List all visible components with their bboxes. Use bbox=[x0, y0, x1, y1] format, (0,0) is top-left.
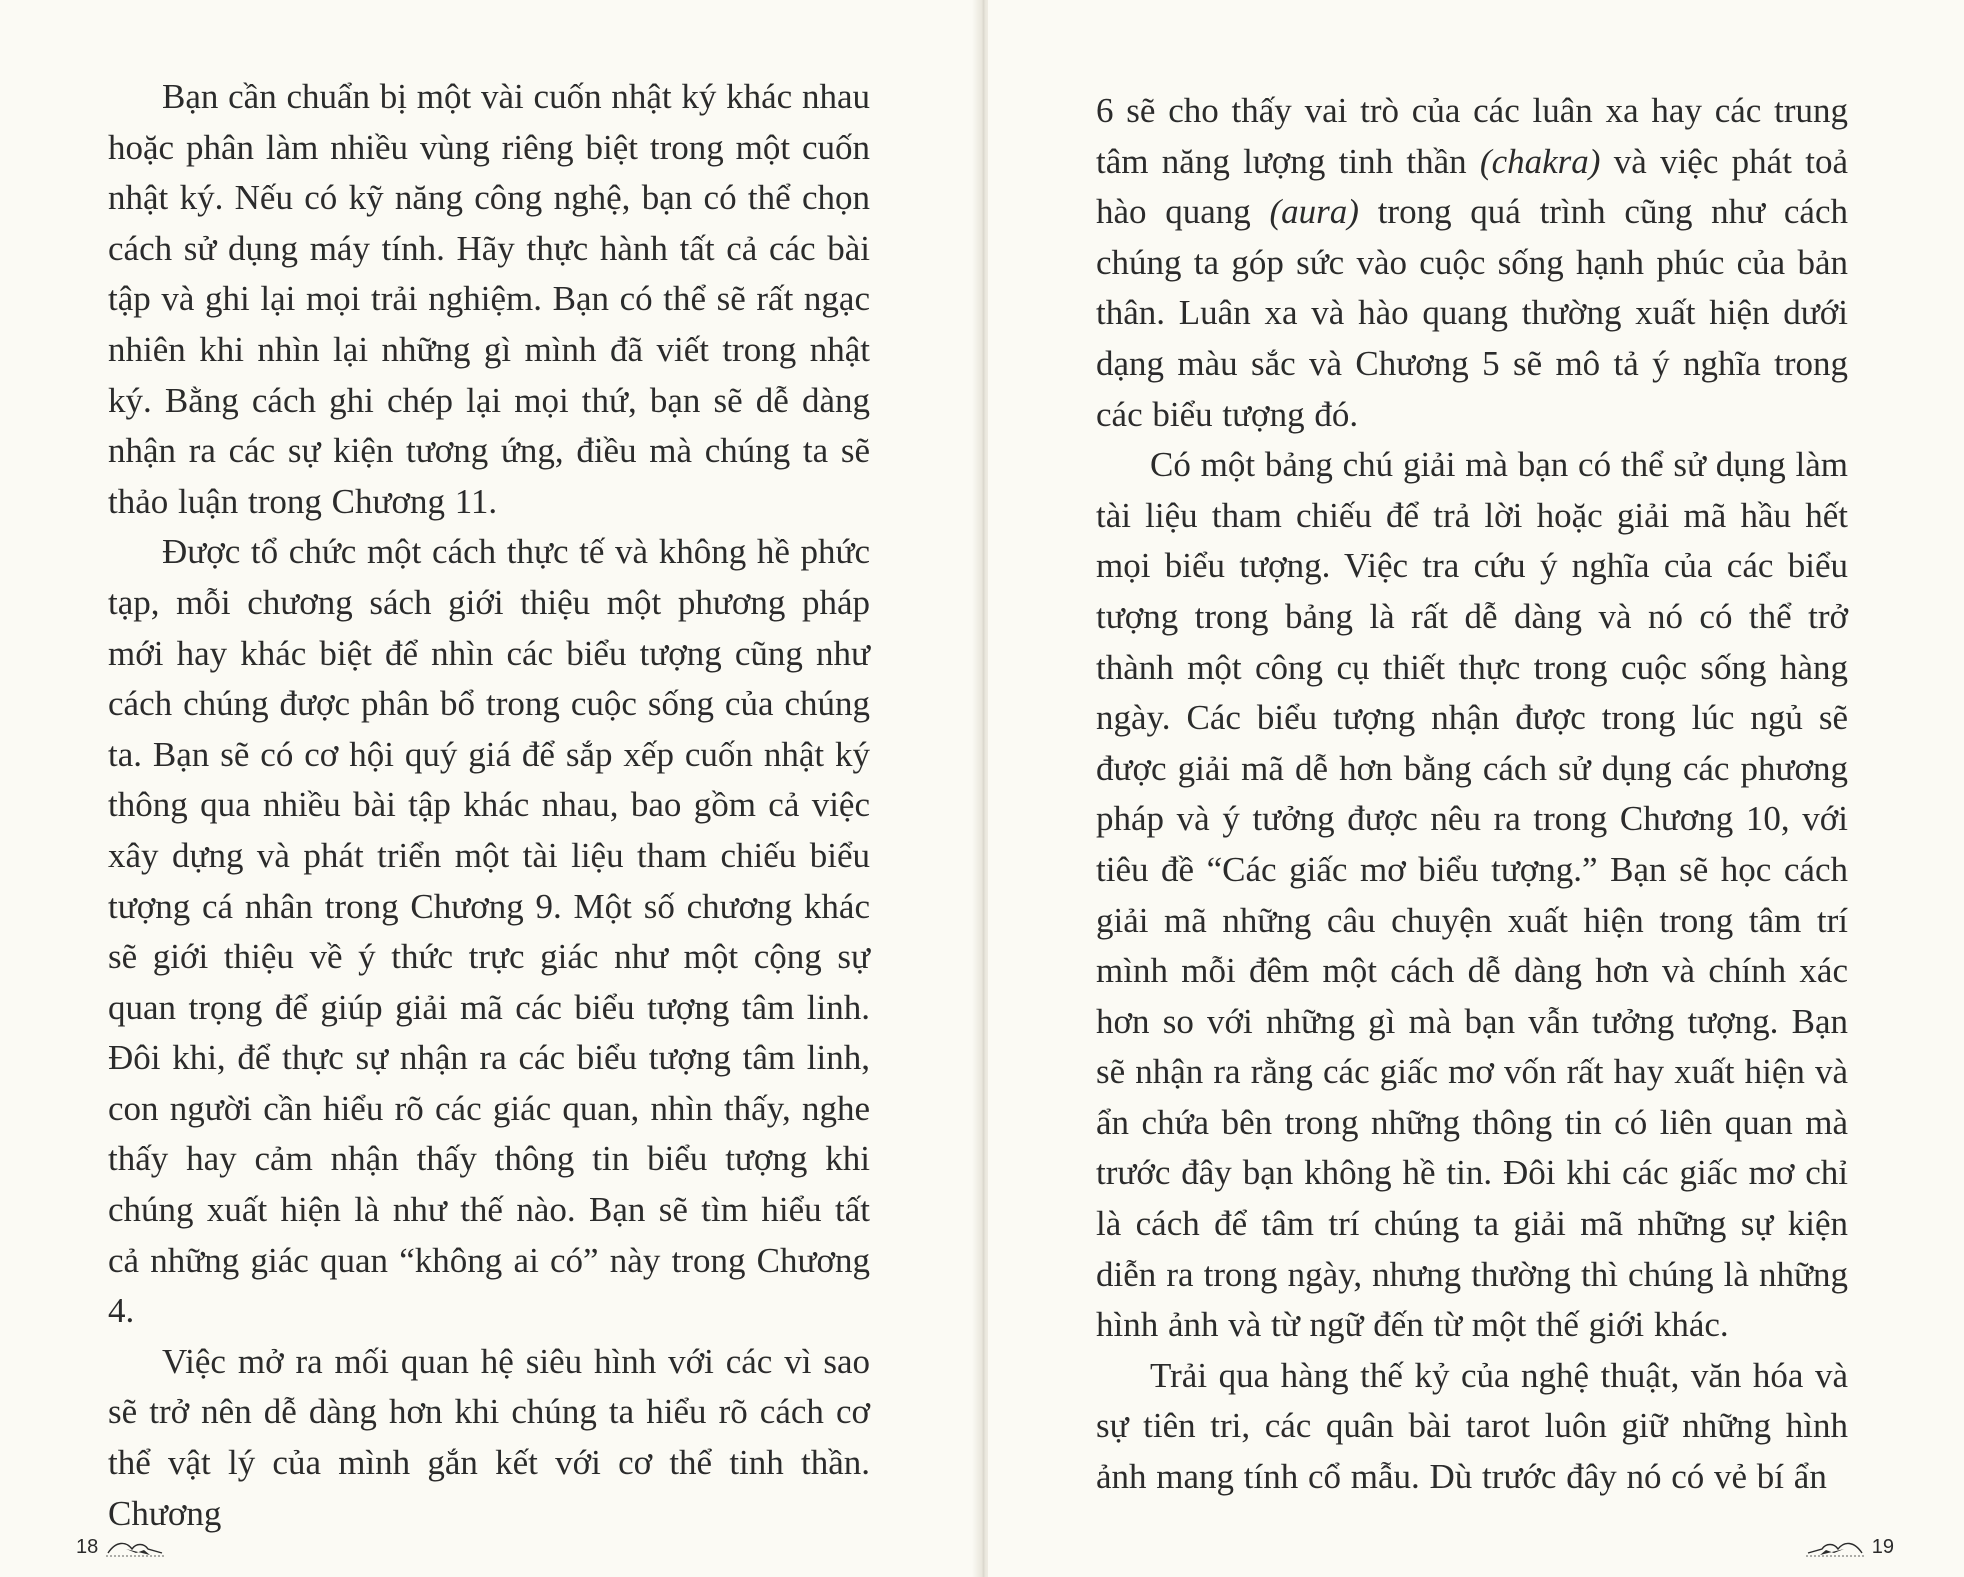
right-paragraph-3: Trải qua hàng thế kỷ của nghệ thuật, văn hóa và sự tiên tri, các quân bài tarot luôn giữ những hình ảnh mang tính cổ mẫu. Dù trước đây nó có vẻ bí ẩn bbox=[1096, 1355, 1848, 1497]
right-p1-part-a: 6 sẽ cho thấy vai trò của các luân xa hay các trung tâm năng lượng tinh thần bbox=[1096, 91, 1848, 181]
bird-ornament-icon bbox=[106, 1537, 166, 1559]
page-number-left: 18 bbox=[76, 1536, 99, 1558]
left-page-text bbox=[108, 72, 870, 1539]
right-folio bbox=[1804, 1536, 1894, 1559]
chakra-term: (chakra) bbox=[1479, 141, 1601, 181]
right-p1-part-b: và việc phát toả hào quang bbox=[1096, 141, 1848, 232]
right-page-text bbox=[1096, 86, 1848, 1503]
bird-ornament-icon bbox=[1804, 1537, 1864, 1559]
right-page bbox=[988, 0, 1964, 1577]
aura-term: (aura) bbox=[1269, 192, 1359, 232]
right-paragraph-2: Có một bảng chú giải mà bạn có thể sử dụng làm tài liệu tham chiếu để trả lời hoặc giải mã hầu hết mọi biểu tượng. Việc tra cứu ý nghĩa của các biểu tượng trong bảng là rất dễ dàng và nó có thể trở thành một công cụ thiết thực trong cuộc sống hàng ngày. Các biểu tượng nhận được trong lúc ngủ sẽ được giải mã dễ hơn bằng cách sử dụng các phương pháp và ý tưởng được nêu ra trong Chương 10, với tiêu đề “Các giấc mơ biểu tượng.” Bạn sẽ học cách giải mã những câu chuyện xuất hiện trong tâm trí mình mỗi đêm một cách dễ dàng hơn và chính xác hơn so với những gì mà bạn vẫn tưởng tượng. Bạn sẽ nhận ra rằng các giấc mơ vốn rất hay xuất hiện và ẩn chứa bên trong những thông tin có liên quan mà trước đây bạn không hề tin. Đôi khi các giấc mơ chỉ là cách để tâm trí chúng ta giải mã những sự kiện diễn ra trong ngày, nhưng thường thì chúng là những hình ảnh và từ ngữ đến từ một thế giới khác. bbox=[1096, 445, 1848, 1345]
left-paragraph-3: Việc mở ra mối quan hệ siêu hình với các vì sao sẽ trở nên dễ dàng hơn khi chúng ta hiểu rõ cách cơ thể vật lý của mình gắn kết với cơ thể tinh thần. Chương bbox=[108, 1341, 870, 1533]
left-paragraph-1: Bạn cần chuẩn bị một vài cuốn nhật ký khác nhau hoặc phân làm nhiều vùng riêng biệt trong một cuốn nhật ký. Nếu có kỹ năng công nghệ, bạn có thể chọn cách sử dụng máy tính. Hãy thực hành tất cả các bài tập và ghi lại mọi trải nghiệm. Bạn có thể sẽ rất ngạc nhiên khi nhìn lại những gì mình đã viết trong nhật ký. Bằng cách ghi chép lại mọi thứ, bạn sẽ dễ dàng nhận ra các sự kiện tương ứng, điều mà chúng ta sẽ thảo luận trong Chương 11. bbox=[108, 77, 870, 521]
right-p1-part-c: trong quá trình cũng như cách chúng ta góp sức vào cuộc sống hạnh phúc của bản thân. Luân xa và hào quang thường xuất hiện dưới dạng màu sắc và Chương 5 sẽ mô tả ý nghĩa trong các biểu tượng đó. bbox=[1096, 192, 1848, 434]
page-number-right: 19 bbox=[1871, 1536, 1894, 1558]
left-paragraph-2: Được tổ chức một cách thực tế và không hề phức tạp, mỗi chương sách giới thiệu một phương pháp mới hay khác biệt để nhìn các biểu tượng cũng như cách chúng được phân bổ trong cuộc sống của chúng ta. Bạn sẽ có cơ hội quý giá để sắp xếp cuốn nhật ký thông qua nhiều bài tập khác nhau, bao gồm cả việc xây dựng và phát triển một tài liệu tham chiếu biểu tượng cá nhân trong Chương 9. Một số chương khác sẽ giới thiệu về ý thức trực giác như một cộng sự quan trọng để giúp giải mã các biểu tượng tâm linh. Đôi khi, để thực sự nhận ra các biểu tượng tâm linh, con người cần hiểu rõ các giác quan, nhìn thấy, nghe thấy hay cảm nhận thấy thông tin biểu tượng khi chúng xuất hiện là như thế nào. Bạn sẽ tìm hiểu tất cả những giác quan “không ai có” này trong Chương 4. bbox=[108, 532, 870, 1331]
right-paragraph-1 bbox=[1096, 86, 1848, 440]
left-page bbox=[0, 0, 980, 1577]
left-folio bbox=[76, 1536, 166, 1559]
